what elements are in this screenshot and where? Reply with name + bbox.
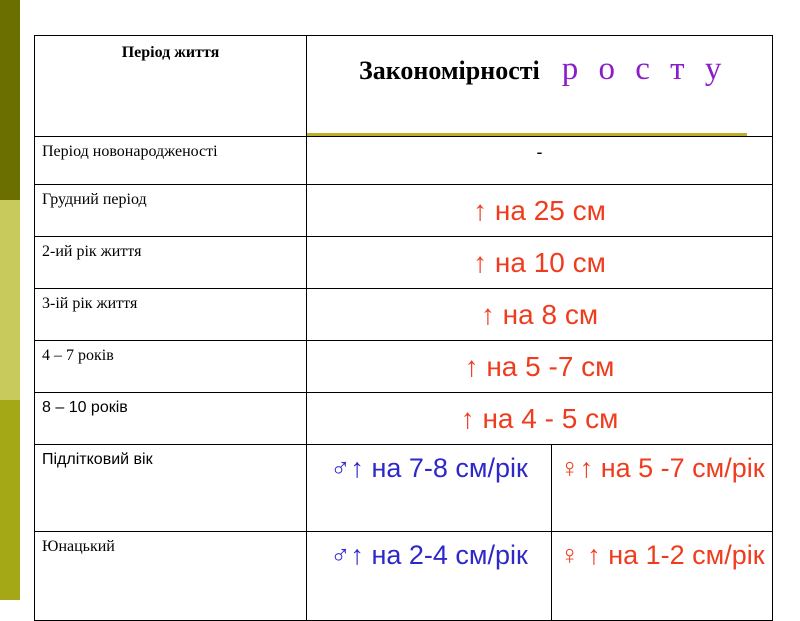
row-female-growth: ♀ ↑ на 1-2 см/рік <box>552 532 773 621</box>
growth-table <box>34 35 773 621</box>
row-period-label: 3-ій рік життя <box>35 289 307 341</box>
header-period-label: Період життя <box>35 36 307 137</box>
table-row <box>35 445 773 532</box>
table-row <box>35 289 773 341</box>
row-growth-value: ↑ на 5 -7 см <box>307 341 773 393</box>
row-period-label: Період новонародженості <box>35 137 307 185</box>
table-row <box>35 341 773 393</box>
table-row <box>35 185 773 237</box>
row-period-label: 4 – 7 років <box>35 341 307 393</box>
header-title-accent: р о с т у <box>561 51 728 87</box>
row-period-label: Підлітковий вік <box>35 445 307 532</box>
side-decoration-middle <box>0 200 20 400</box>
row-growth-value: ↑ на 10 см <box>307 237 773 289</box>
row-growth-value: ↑ на 4 - 5 см <box>307 393 773 445</box>
row-growth-value: ↑ на 25 см <box>307 185 773 237</box>
header-title <box>359 51 727 88</box>
header-row <box>35 36 773 137</box>
row-period-label: 2-ий рік життя <box>35 237 307 289</box>
side-decoration-bottom <box>0 400 20 600</box>
table-row <box>35 237 773 289</box>
header-title-main: Закономірності <box>359 56 540 85</box>
row-period-label: 8 – 10 років <box>35 393 307 445</box>
row-period-label: Юнацький <box>35 532 307 621</box>
table-row <box>35 137 773 185</box>
table-row <box>35 393 773 445</box>
row-growth-value: - <box>307 137 773 185</box>
row-female-growth: ♀↑ на 5 -7 см/рік <box>552 445 773 532</box>
row-male-growth: ♂↑ на 2-4 см/рік <box>307 532 552 621</box>
row-growth-value: ↑ на 8 см <box>307 289 773 341</box>
header-underline <box>307 133 747 136</box>
row-male-growth: ♂↑ на 7-8 см/рік <box>307 445 552 532</box>
header-title-cell <box>307 36 773 137</box>
row-period-label: Грудний період <box>35 185 307 237</box>
side-decoration-top <box>0 0 20 200</box>
table-row <box>35 532 773 621</box>
